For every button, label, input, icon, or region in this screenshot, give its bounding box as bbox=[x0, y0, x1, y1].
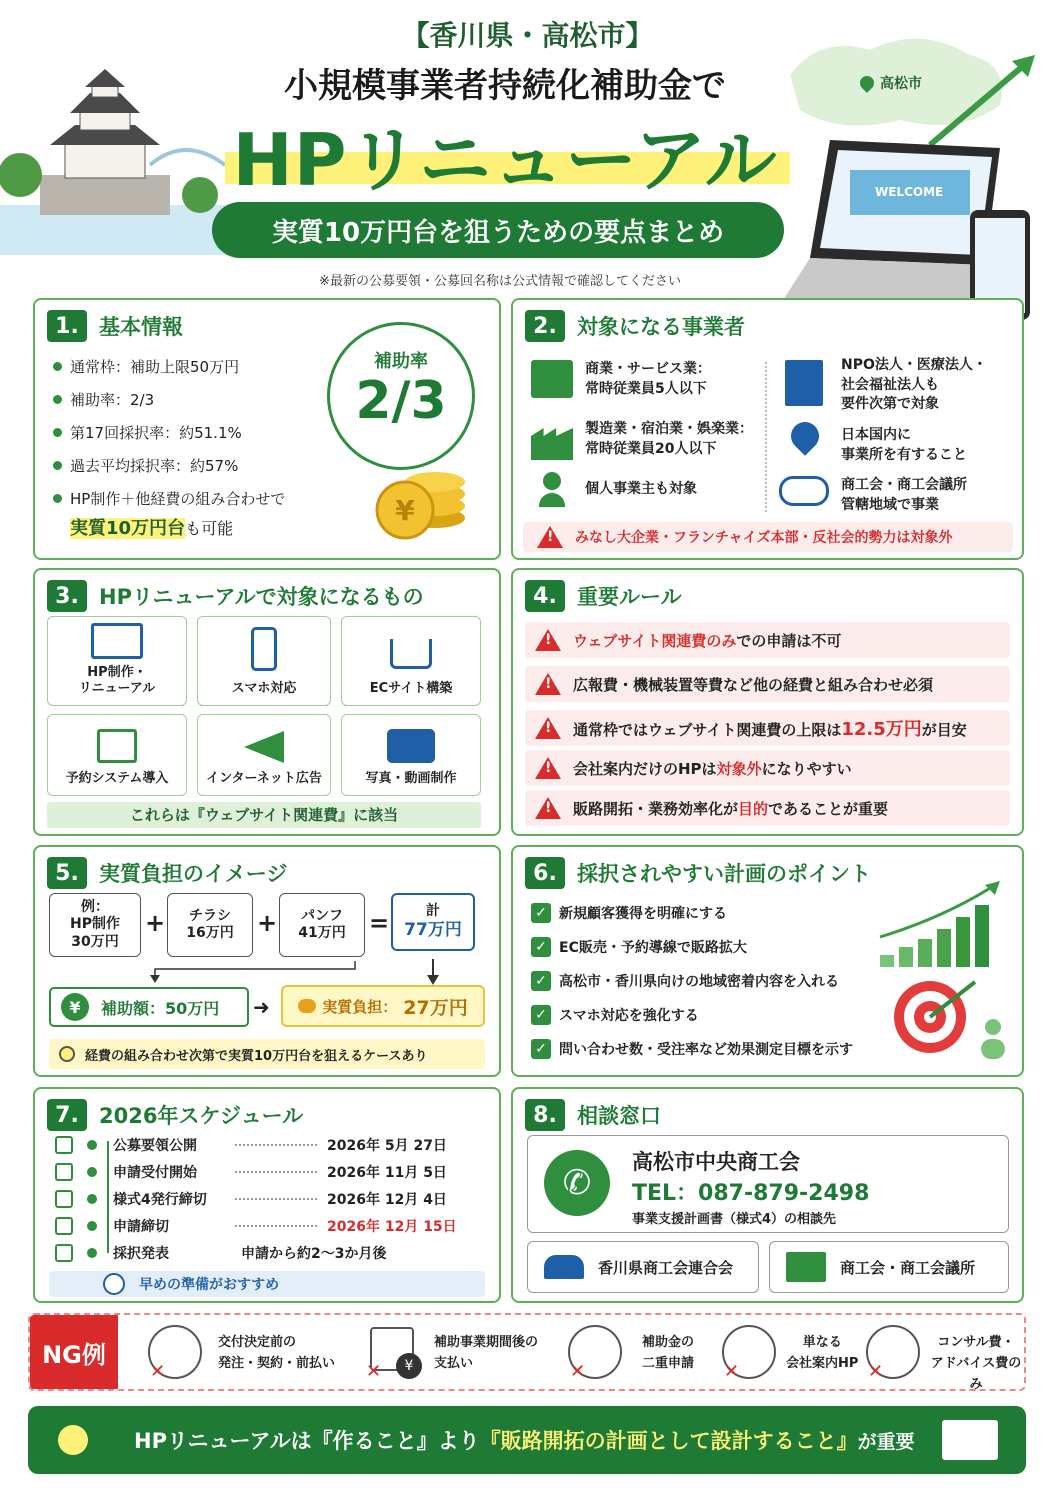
item-card: HP制作・ リニューアル bbox=[47, 616, 187, 706]
section-important-rules bbox=[511, 568, 1024, 836]
rule-item: ! 広報費・機械装置等費など他の経費と組み合わせ必須 bbox=[525, 666, 1010, 702]
cross-icon: ✕ bbox=[868, 1361, 884, 1382]
section-title: 実質負担のイメージ bbox=[99, 862, 288, 886]
megaphone-icon bbox=[55, 1244, 73, 1262]
ng-examples bbox=[28, 1313, 1026, 1391]
welcome-text: WELCOME bbox=[875, 185, 944, 199]
list-item: 個人事業主も対象 bbox=[585, 481, 697, 497]
section-number: 2. bbox=[525, 310, 565, 342]
people-icon bbox=[544, 1255, 584, 1279]
section-number: 4. bbox=[525, 580, 565, 612]
location-pin-icon bbox=[857, 73, 877, 93]
item-card: 写真・動画制作 bbox=[341, 714, 481, 796]
handshake-icon bbox=[779, 476, 829, 506]
kagawa-federation-button[interactable]: 香川県商工会連合会 bbox=[527, 1241, 759, 1293]
list-item: 通常枠：補助上限50万円 bbox=[53, 356, 239, 377]
person-icon bbox=[539, 472, 565, 508]
tip-box: 経費の組み合わせ次第で実質10万円台を狙えるケースあり bbox=[49, 1039, 485, 1069]
growth-target-illustration bbox=[875, 877, 1015, 1067]
cost-box-flyer: チラシ 16万円 bbox=[167, 893, 253, 957]
rule-item: ! 通常枠ではウェブサイト関連費の上限は12.5万円が目安 bbox=[525, 710, 1010, 746]
cost-box-total: 計 77万円 bbox=[391, 893, 475, 951]
main-title: HPリニューアル bbox=[232, 118, 778, 202]
subsidy-amount: ¥ 補助額：50万円 bbox=[49, 987, 249, 1027]
ng-item: 補助事業期間後の 支払い bbox=[434, 1335, 539, 1371]
schedule-row: 申請締切 2026年 12月 15日 bbox=[55, 1213, 479, 1239]
category-footer: これらは『ウェブサイト関連費』に該当 bbox=[47, 802, 481, 828]
megaphone-icon bbox=[244, 731, 284, 763]
list-item: 商業・サービス業： 常時従業員5人以下 bbox=[585, 361, 711, 397]
section-number: 8. bbox=[525, 1099, 565, 1131]
footer-banner: HPリニューアルは『作ること』より 『販路開拓の計画として設計すること』 が重要 bbox=[28, 1406, 1026, 1474]
chamber-of-commerce-button[interactable]: 商工会・商工会議所 bbox=[769, 1241, 1009, 1293]
check-icon: ✓ bbox=[531, 937, 551, 957]
section-title: 基本情報 bbox=[99, 315, 183, 339]
warning-icon bbox=[535, 797, 561, 819]
schedule-footer: 早めの準備がおすすめ bbox=[49, 1271, 485, 1297]
section-basic-info bbox=[33, 298, 501, 560]
building-icon bbox=[786, 1252, 826, 1282]
ng-item: 補助金の 二重申請 bbox=[642, 1335, 695, 1371]
arrow-right-icon: ➜ bbox=[253, 995, 270, 1019]
list-item: HP制作＋他経費の組み合わせで bbox=[53, 488, 285, 509]
section-title: 対象になる事業者 bbox=[577, 315, 745, 339]
pre-title: 【香川県・高松市】 bbox=[401, 19, 654, 52]
calendar-check-icon bbox=[97, 729, 137, 763]
cross-icon: ✕ bbox=[724, 1361, 740, 1382]
schedule-row: 様式4発行締切 2026年 12月 4日 bbox=[55, 1186, 479, 1212]
ng-item: コンサル費・ アドバイス費のみ bbox=[930, 1335, 1022, 1392]
yen-coins-icon bbox=[370, 448, 470, 543]
shopping-cart-icon bbox=[390, 639, 432, 669]
warning-icon bbox=[535, 717, 561, 739]
item-card: スマホ対応 bbox=[197, 616, 331, 706]
building-icon bbox=[785, 360, 823, 406]
section-title: HPリニューアルで対象になるもの bbox=[99, 585, 424, 609]
section-title: 重要ルール bbox=[577, 585, 682, 609]
smartphone-icon bbox=[251, 627, 277, 671]
section-schedule bbox=[33, 1087, 501, 1303]
section-title: 相談窓口 bbox=[577, 1104, 661, 1128]
item-card: 予約システム導入 bbox=[47, 714, 187, 796]
contact-org: 高松市中央商工会 bbox=[632, 1150, 800, 1174]
ng-item: 単なる 会社案内HP bbox=[786, 1335, 859, 1371]
flow-arrows bbox=[145, 957, 445, 987]
list-item: ✓ 問い合わせ数・受注率など効果測定目標を示す bbox=[531, 1039, 853, 1059]
map-location-label: 高松市 bbox=[860, 73, 922, 93]
rule-item: ! 販路開拓・業務効率化が目的であることが重要 bbox=[525, 790, 1010, 826]
svg-text:¥: ¥ bbox=[395, 494, 415, 527]
yen-icon: ¥ bbox=[61, 993, 89, 1021]
check-icon: ✓ bbox=[531, 903, 551, 923]
lightbulb-icon bbox=[58, 1425, 88, 1455]
item-card: ECサイト構築 bbox=[341, 616, 481, 706]
item-card: インターネット広告 bbox=[197, 714, 331, 796]
location-pin-icon bbox=[785, 416, 825, 456]
cost-box-pamphlet: パンフ 41万円 bbox=[279, 893, 365, 957]
schedule-row: 申請受付開始 2026年 11月 5日 bbox=[55, 1159, 479, 1185]
document-icon bbox=[55, 1136, 73, 1154]
contact-phone[interactable]: TEL：087-879-2498 bbox=[632, 1181, 870, 1206]
list-item: ✓ 高松市・香川県向けの地域密着内容を入れる bbox=[531, 971, 839, 991]
list-item: 過去平均採択率：約57% bbox=[53, 455, 238, 476]
lightbulb-icon bbox=[59, 1046, 75, 1062]
actual-burden: 実質負担： 27万円 bbox=[281, 985, 485, 1027]
exclusion-warning: ! みなし大企業・フランチャイズ本部・反社会的勢力は対象外 bbox=[523, 522, 1013, 552]
cross-icon: ✕ bbox=[570, 1361, 586, 1382]
document-icon bbox=[55, 1217, 73, 1235]
bar-chart-icon bbox=[942, 1420, 998, 1460]
rule-item: ! 会社案内だけのHPは対象外になりやすい bbox=[525, 750, 1010, 786]
list-item: ✓ 新規顧客獲得を明確にする bbox=[531, 903, 727, 923]
section-title: 2026年スケジュール bbox=[99, 1104, 304, 1128]
section-number: 7. bbox=[47, 1099, 87, 1131]
list-item: 第17回採択率：約51.1% bbox=[53, 422, 242, 443]
contact-description: 事業支援計画書（様式4）の相談先 bbox=[632, 1212, 837, 1227]
section-contact bbox=[511, 1087, 1024, 1303]
cost-box-hp: 例： HP制作 30万円 bbox=[49, 893, 141, 957]
disclaimer-note: ※最新の公募要領・公募回名称は公式情報で確認してください bbox=[319, 274, 681, 289]
cross-icon: ✕ bbox=[150, 1361, 166, 1382]
rule-item: ! ウェブサイト関連費のみでの申請は不可 bbox=[525, 622, 1010, 658]
section-number: 1. bbox=[47, 310, 87, 342]
video-camera-icon bbox=[387, 729, 435, 763]
check-icon: ✓ bbox=[531, 1039, 551, 1059]
list-item: ✓ スマホ対応を強化する bbox=[531, 1005, 699, 1025]
warning-icon bbox=[535, 673, 561, 695]
section-eligible-items bbox=[33, 568, 501, 836]
schedule-row: 採択発表 申請から約2〜3か月後 bbox=[55, 1240, 479, 1266]
section-number: 3. bbox=[47, 580, 87, 612]
warning-icon bbox=[535, 629, 561, 651]
list-item: ✓ EC販売・予約導線で販路拡大 bbox=[531, 937, 747, 957]
section-eligible-businesses bbox=[511, 298, 1024, 560]
laptop-icon bbox=[91, 623, 143, 659]
wallet-icon bbox=[298, 999, 316, 1013]
contact-card bbox=[527, 1135, 1009, 1233]
phone-icon: ✆ bbox=[544, 1150, 610, 1216]
title-line1: 小規模事業者持続化補助金で bbox=[284, 66, 726, 106]
list-item: 日本国内に 事業所を有すること bbox=[841, 427, 967, 463]
check-icon: ✓ bbox=[531, 971, 551, 991]
cross-icon: ✕ bbox=[366, 1361, 382, 1382]
yen-icon: ¥ bbox=[396, 1353, 422, 1379]
list-item: 商工会・商工会議所 管轄地域で事業 bbox=[841, 477, 967, 513]
ng-item: 交付決定前の 発注・契約・前払い bbox=[218, 1335, 336, 1371]
section-number: 5. bbox=[47, 857, 87, 889]
warning-icon bbox=[535, 757, 561, 779]
ng-label: NG例 bbox=[30, 1315, 118, 1389]
list-item: NPO法人・医療法人・ 社会福祉法人も 要件次第で対象 bbox=[841, 357, 987, 413]
clock-icon bbox=[103, 1273, 125, 1295]
factory-icon bbox=[531, 420, 573, 460]
list-item: 製造業・宿泊業・娯楽業： 常時従業員20人以下 bbox=[585, 421, 753, 457]
warning-icon bbox=[537, 526, 563, 548]
form-icon bbox=[55, 1190, 73, 1208]
emphasis-line: 実質10万円台も可能 bbox=[70, 518, 234, 539]
schedule-row: 公募要領公開 2026年 5月 27日 bbox=[55, 1132, 479, 1158]
calendar-icon bbox=[55, 1163, 73, 1181]
subsidy-rate-badge: 補助率 2/3 bbox=[327, 322, 475, 470]
check-icon: ✓ bbox=[531, 1005, 551, 1025]
list-item: 補助率：2/3 bbox=[53, 389, 154, 410]
summary-banner bbox=[212, 202, 784, 258]
section-plan-points bbox=[511, 845, 1024, 1077]
section-cost-image: 5. 実質負担のイメージ 例： HP制作 30万円 + チラシ 16万円 + パンフ 41万円 = 計 77万円 ¥ 補助額：50万円 ➜ 実質負担： 27万円 経費の組み合わせ次第で実質10万円台を狙えるケースあり bbox=[33, 845, 501, 1077]
section-number: 6. bbox=[525, 857, 565, 889]
section-title: 採択されやすい計画のポイント bbox=[577, 862, 871, 886]
summary-banner-text: 実質10万円台を狙うための要点まとめ bbox=[271, 217, 725, 248]
shop-icon bbox=[531, 360, 573, 398]
